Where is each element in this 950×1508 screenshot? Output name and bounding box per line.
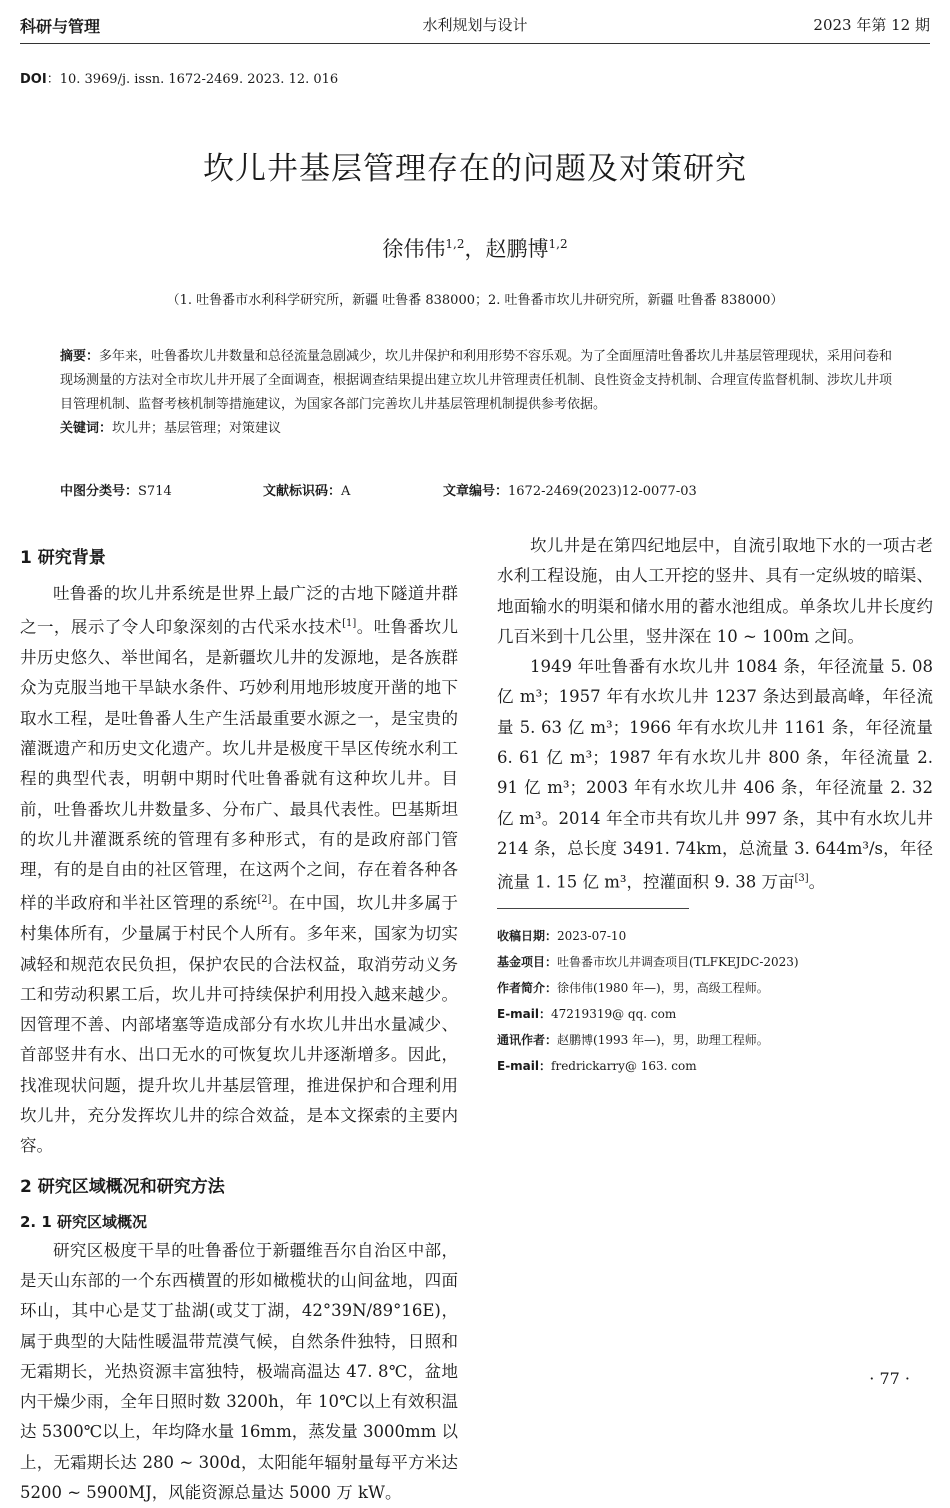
doi-value[interactable]: ：10. 3969/j. issn. 1672-2469. 2023. 12. 016 bbox=[46, 72, 339, 87]
section-1-paragraph: 吐鲁番的坎儿井系统是世界上最广泛的古地下隧道井群之一，展示了令人印象深刻的古代采水技术[1]。吐鲁番坎儿井历史悠久、举世闻名，是新疆坎儿井的发源地，是各族群众为克服当地干旱缺水条件、巧妙利用地形坡度开凿的地下取水工程，是吐鲁番人生产生活最重要水源之一，是宝贵的灌溉遗产和历史文化遗产。坎儿井是极度干旱区传统水利工程的典型代表，明朝中期时代吐鲁番就有这种坎儿井。目前，吐鲁番坎儿井数量多、分布广、最具代表性。巴基斯坦的坎儿井灌溉系统的管理有多种形式，有的是政府部门管理，有的是自由的社区管理，在这两个之间，存在着各种各样的半政府和半社区管理的系统[2]。在中国，坎儿井多属于村集体所有，少量属于村民个人所有。多年来，国家为切实减轻和规范农民负担，保护农民的合法权益，取消劳动义务工和劳动积累工后，坎儿井可持续保护利用投入越来越少。因管理不善、内部堵塞等造成部分有水坎儿井出水量减少、首部竖井有水、出口无水的可恢复坎儿井逐渐增多。因此，找准现状问题，提升坎儿井基层管理，推进保护和合理利用坎儿井，充分发挥坎儿井的综合效益，是本文探索的主要内容。 bbox=[20, 584, 458, 1156]
keywords-label: 关键词： bbox=[60, 421, 113, 436]
footnotes bbox=[497, 923, 933, 1079]
citation-3[interactable]: [3] bbox=[794, 873, 809, 885]
page-number: · 77 · bbox=[869, 1369, 910, 1388]
author-2: 赵鹏博 bbox=[485, 237, 549, 261]
footnote-corresponding-author: 通讯作者：赵鹏博(1993 年—)，男，助理工程师。 bbox=[497, 1033, 769, 1048]
paragraph-2: 坎儿井是在第四纪地层中，自流引取地下水的一项古老水利工程设施，由人工开挖的竖井、具有一定纵坡的暗渠、地面输水的明渠和储水用的蓄水池组成。单条坎儿井长度约几百米到十几公里，竖井深在 10 ~ 100m 之间。 bbox=[497, 536, 933, 646]
subsection-2-1-heading: 2. 1 研究区域概况 bbox=[20, 1212, 148, 1231]
paragraph-3: 1949 年吐鲁番有水坎儿井 1084 条，年径流量 5. 08 亿 m³；1957 年有水坎儿井 1237 条达到最高峰，年径流量 5. 63 亿 m³；1966 年有水坎儿井 1161 条，年径流量 6. 61 亿 m³；1987 年有水坎儿井 800 条，年径流量 2. 91 亿 m³；2003 年有水坎儿井 406 条，年径流量 2. 32 亿 m³。2014 年全市共有坎儿井 997 条，其中有水坎儿井 214 条，总长度 3491. 74km，总流量 3. 644m³/s，年径流量 1. 15 亿 m³，控灌面积 9. 38 万亩[3]。 bbox=[497, 657, 933, 892]
issue-info: 2023 年第 12 期 bbox=[813, 16, 930, 34]
header-rule bbox=[20, 43, 930, 44]
left-column bbox=[20, 535, 458, 1508]
article-number: 文章编号：1672-2469(2023)12-0077-03 bbox=[443, 484, 697, 499]
keywords-text: 坎儿井；基层管理；对策建议 bbox=[112, 421, 282, 436]
abstract-block bbox=[60, 345, 895, 441]
footnote-rule bbox=[497, 908, 689, 909]
right-column bbox=[497, 531, 933, 1079]
column-name: 科研与管理 bbox=[20, 17, 101, 36]
author-1: 徐伟伟 bbox=[382, 237, 446, 261]
footnote-author-bio: 作者简介：徐伟伟(1980 年—)，男，高级工程师。 bbox=[497, 981, 769, 996]
clc-code: 中图分类号：S714 bbox=[60, 484, 172, 499]
section-2-heading: 2 研究区域概况和研究方法 bbox=[20, 1176, 225, 1197]
affiliations: （1. 吐鲁番市水利科学研究所，新疆 吐鲁番 838000；2. 吐鲁番市坎儿井研究所，新疆 吐鲁番 838000） bbox=[166, 293, 784, 308]
citation-1[interactable]: [1] bbox=[342, 618, 357, 630]
classification-line bbox=[60, 480, 895, 500]
doi bbox=[20, 68, 338, 87]
section-2-1-paragraph: 研究区极度干旱的吐鲁番位于新疆维吾尔自治区中部，是天山东部的一个东西横置的形如橄榄状的山间盆地，四面环山，其中心是艾丁盐湖(或艾丁湖，42°39N/89°16E)，属于典型的大陆性暖温带荒漠气候，自然条件独特，日照和无霜期长，光热资源丰富独特，极端高温达 47. 8℃，盆地内干燥少雨，全年日照时数 3200h，年 10℃以上有效积温达 5300℃以上，年均降水量 16mm，蒸发量 3000mm 以上，无霜期长达 280 ~ 300d，太阳能年辐射量每平方米达 5200 ~ 5900MJ，风能资源总量达 5000 万 kW。 bbox=[20, 1240, 458, 1503]
author-1-affil: 1,2 bbox=[445, 237, 465, 251]
journal-name: 水利规划与设计 bbox=[422, 16, 528, 34]
paper-title: 坎儿井基层管理存在的问题及对策研究 bbox=[203, 151, 747, 187]
footnote-email-2: E-mail：fredrickarry@ 163. com bbox=[497, 1059, 697, 1074]
running-header bbox=[20, 14, 930, 40]
document-code: 文献标识码：A bbox=[263, 484, 351, 499]
footnote-funding: 基金项目：吐鲁番市坎儿井调查项目(TLFKEJDC-2023) bbox=[497, 955, 799, 970]
section-1-heading: 1 研究背景 bbox=[20, 548, 106, 568]
author-separator: ， bbox=[464, 237, 486, 261]
abstract-text: 多年来，吐鲁番坎儿井数量和总径流量急剧减少，坎儿井保护和利用形势不容乐观。为了全面厘清吐鲁番坎儿井基层管理现状，采用问卷和现场测量的方法对全市坎儿井开展了全面调查，根据调查结果提出建立坎儿井管理责任机制、良性资金支持机制、合理宣传监督机制、涉坎儿井项目管理机制、监督考核机制等措施建议，为国家各部门完善坎儿井基层管理机制提供参考依据。 bbox=[60, 349, 893, 412]
keywords bbox=[60, 417, 895, 441]
author-2-affil: 1,2 bbox=[548, 237, 568, 251]
footnote-received: 收稿日期：2023-07-10 bbox=[497, 929, 627, 944]
doi-label: DOI bbox=[20, 72, 47, 87]
citation-2[interactable]: [2] bbox=[257, 894, 272, 906]
footnote-email-1: E-mail：47219319@ qq. com bbox=[497, 1007, 677, 1022]
abstract-label: 摘要： bbox=[60, 349, 100, 364]
abstract bbox=[60, 345, 895, 417]
authors bbox=[0, 233, 950, 263]
